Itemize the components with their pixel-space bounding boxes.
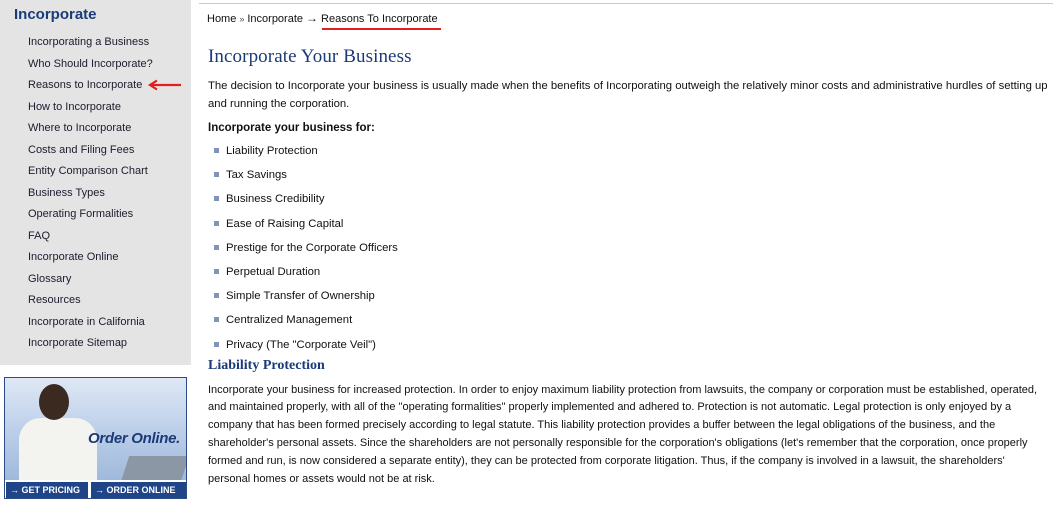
bullet-square-icon [214,293,219,298]
list-item [208,216,1053,240]
bullet-square-icon [214,196,219,201]
sidebar-item-incorporate-online[interactable]: Incorporate Online [28,251,119,263]
sidebar-nav [28,34,153,357]
ad-person-head [39,384,69,420]
sidebar-item-who-should-incorporate[interactable]: Who Should Incorporate? [28,57,153,70]
sidebar-item-how-to-incorporate[interactable]: How to Incorporate [28,100,121,113]
sidebar-item-incorporating-a-business[interactable]: Incorporating a Business [28,36,150,48]
benefits-list [208,143,1053,361]
list-item [208,143,1053,167]
ad-person-body [19,418,97,482]
ad-button-bar [5,480,187,498]
ad-laptop [121,456,187,482]
sidebar-item-incorporate-in-california[interactable]: Incorporate in California [28,315,145,328]
list-item [208,288,1053,312]
sidebar-item-resources[interactable]: Resources [28,294,81,306]
ad-headline: Order Online. [88,430,180,447]
sidebar-item-entity-comparison-chart[interactable]: Entity Comparison Chart [28,165,148,177]
list-item [208,312,1053,336]
breadcrumb-current: Reasons To Incorporate [321,13,438,25]
benefits-heading: Incorporate your business for: [208,122,375,134]
ad-photo [5,378,187,482]
section-heading-liability-protection: Liability Protection [208,357,325,373]
bullet-square-icon [214,269,219,274]
red-arrow-left-icon [147,79,183,91]
list-item [208,240,1053,264]
list-item [208,167,1053,191]
sidebar-item-faq[interactable]: FAQ [28,229,51,242]
bullet-square-icon [214,245,219,250]
sidebar-item-business-types[interactable]: Business Types [28,186,105,199]
benefit-label: Perpetual Duration [226,265,321,278]
page-title: Incorporate Your Business [208,46,412,67]
sidebar [0,0,191,365]
get-pricing-button[interactable]: → GET PRICING [6,482,88,498]
intro-paragraph: The decision to Incorporate your business is usually made when the benefits of Incorporating outweigh the relatively minor costs and administrative hurdles of setting up and running the corporation. [208,80,1048,110]
sidebar-item-costs-and-filing-fees[interactable]: Costs and Filing Fees [28,143,135,156]
bullet-square-icon [214,148,219,153]
breadcrumb-incorporate-link[interactable]: Incorporate [247,13,304,25]
benefit-label: Prestige for the Corporate Officers [226,241,398,254]
breadcrumb-home-link[interactable]: Home [207,13,237,25]
breadcrumb [207,11,438,25]
bullet-square-icon [214,172,219,177]
benefit-label: Ease of Raising Capital [226,217,344,230]
benefit-label: Centralized Management [226,314,353,327]
top-divider [199,3,1053,4]
sidebar-title[interactable]: Incorporate [14,6,97,23]
breadcrumb-separator: » [239,14,245,24]
bullet-square-icon [214,221,219,226]
list-item [208,337,1053,361]
list-item [208,191,1053,215]
sidebar-item-operating-formalities[interactable]: Operating Formalities [28,208,134,220]
benefit-label: Simple Transfer of Ownership [226,290,375,303]
bullet-square-icon [214,342,219,347]
list-item [208,264,1053,288]
main-content [208,46,1053,488]
bullet-square-icon [214,317,219,322]
benefit-label: Privacy (The "Corporate Veil") [226,338,376,351]
benefit-label: Tax Savings [226,169,287,182]
benefit-label: Liability Protection [226,145,318,157]
sidebar-item-incorporate-sitemap[interactable]: Incorporate Sitemap [28,337,128,349]
breadcrumb-highlight-underline [322,28,441,30]
sidebar-item-where-to-incorporate[interactable]: Where to Incorporate [28,122,132,134]
order-online-ad[interactable] [4,377,187,499]
liability-protection-paragraph: Incorporate your business for increased protection. In order to enjoy maximum liability protection from lawsuits, the company or corporation must be established, operated, and maintained properly, with all of the "operating formalities" properly implemented and adhered to. Protection is not automatic. Legal protection is only enjoyed by a company that has been formed precisely according to legal statute. This liability protection provides a buffer between the legal obligations of the business, and the shareholder's personal assets. Since the shareholders are not personally responsible for the corporation's obligations (let's remember that the corporation, once properly formed and run, is now considered a separate entity), they can be protected from corporate litigation. Thus, if the company is involved in a lawsuit, the shareholders' personal homes or assets would not be at risk. [208,383,1038,485]
order-online-button[interactable]: → ORDER ONLINE [91,482,186,498]
sidebar-item-reasons-to-incorporate[interactable]: Reasons to Incorporate [28,79,143,91]
breadcrumb-arrow-icon: → [306,11,319,25]
benefit-label: Business Credibility [226,193,325,206]
sidebar-item-glossary[interactable]: Glossary [28,272,72,285]
